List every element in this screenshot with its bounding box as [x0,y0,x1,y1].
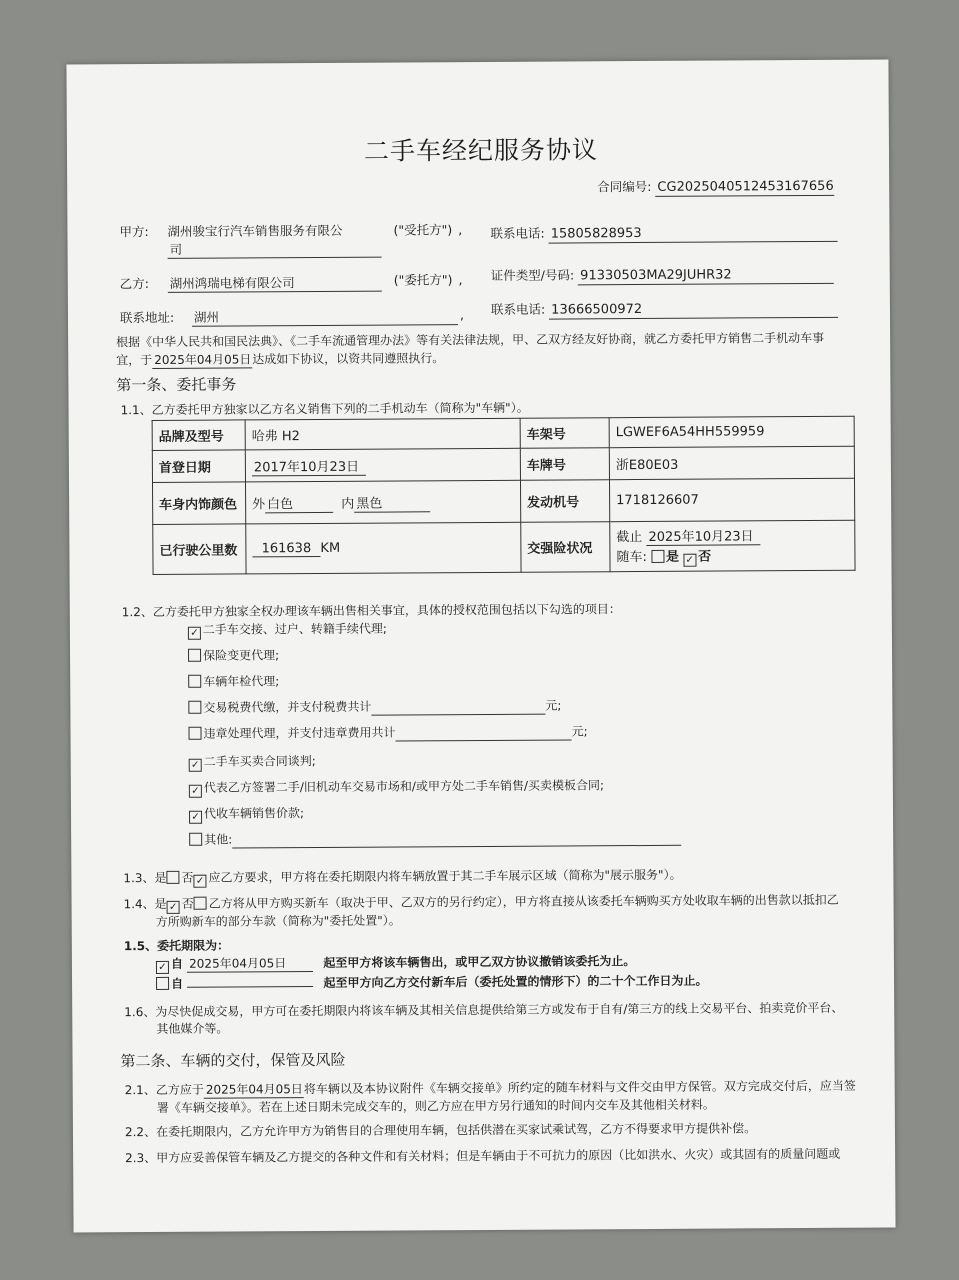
table-row [152,416,854,450]
plate-label: 车牌号 [520,448,609,481]
intro-line2: 宜，于 2025年04月05日达成如下协议，以资共同遵照执行。 [116,351,445,368]
option-label: 代收车辆销售价款; [203,806,305,821]
vin-value: LGWEF6A54HH559959 [609,416,854,447]
party-a-name-line2: 司 [168,241,382,259]
clause-1-1: 1.1、乙方委托甲方独家以乙方名义销售下列的二手机动车（简称为"车辆"）。 [120,400,529,418]
option-item [188,698,561,717]
contract-paper [66,60,895,1233]
option-item [188,647,279,664]
party-a-role: ("受托方") , [393,222,463,238]
option-item [189,805,304,824]
reg-date-label: 首登日期 [152,450,245,483]
vin-label: 车架号 [520,418,609,449]
plate-value: 浙E80E03 [609,446,854,479]
option-checkbox[interactable] [188,675,201,688]
clause-1-5-a: ✓ 自 2025年04月05日 起至甲方将该车辆售出，或甲乙双方协议撤销该委托为止。 [156,953,636,974]
c13-no-checkbox[interactable]: ✓ [194,875,207,888]
option-checkbox[interactable]: ✓ [189,785,202,798]
option-checkbox[interactable] [188,701,201,714]
option-blank [232,829,681,849]
document-title: 二手车经纪服务协议 [363,135,599,166]
address-value: 湖州 [192,308,458,327]
option-label: 违章处理代理，并支付违章费用共计 [203,725,396,741]
contract-number: 合同编号: CG20250405124531676​56 [597,178,834,197]
option-checkbox[interactable]: ✓ [189,759,202,772]
clause-1-3: 1.3、是 否 ✓ 应乙方要求，甲方将在委托期限内将车辆放置于其二手车展示区域（简称为"展示服务"）。 [123,867,682,887]
clause-2-3: 2.3、甲方应妥善保管车辆及乙方提交的各种文件和有关材料；但是车辆由于不可抗力的原因（比如洪水、火灾）或其固有的质量问题或 [125,1146,841,1166]
option-label: 车辆年检代理; [203,674,280,689]
article1-heading: 第一条、委托事务 [116,375,237,395]
party-b-label: 乙方: [119,276,150,292]
party-b-role: ("委托方") , [393,272,463,288]
option-checkbox[interactable]: ✓ [189,811,202,824]
party-a-label: 甲方: [119,224,149,240]
intro-line1: 根据《中华人民共和国民法典》、《二手车流通管理办法》等有关法律法规，甲、乙双方经友好协商，就乙方委托甲方销售二手机动车事 [116,330,825,350]
brand-value: 哈弗 H2 [245,418,520,450]
address-comma: , [459,307,465,323]
vehicle-table [152,416,856,575]
party-b-phone: 联系电话: 13666500972 [491,300,838,320]
option-checkbox[interactable] [189,833,202,846]
color-value: 外 白色 内 黑色 [245,480,520,524]
clause-2-1: 2.1、乙方应于 2025年04月05日将车辆以及本协议附件《车辆交接单》所约定的随车材料与文件交由甲方保管。双方完成交付后，应当签 [124,1078,856,1098]
option-label: 二手车交接、过户、转籍手续代理; [202,621,387,637]
c14-yes-checkbox[interactable]: ✓ [167,901,180,914]
clause-1-5-heading: 1.5、委托期限为： [123,938,230,954]
clause-1-6-line2: 其他媒介等。 [156,1021,229,1036]
party-a-phone: 联系电话: 15805828953 [490,224,837,244]
option-blank [371,698,545,716]
option-item [189,777,604,798]
engine-value: 1718126607 [609,478,854,521]
option-item [189,753,316,772]
option-checkbox[interactable]: ✓ [188,627,201,640]
with-car-yes-checkbox[interactable] [651,550,664,563]
c14-no-checkbox[interactable] [194,897,207,910]
insurance-label: 交强险状况 [521,522,610,573]
c13-yes-checkbox[interactable] [166,871,179,884]
insurance-value: 截止 2025年10月23日 随车: 是 ✓ 否 [610,520,855,571]
clause-1-5-b: 自 起至甲方向乙方交付新车后（委托处置的情形下）的二十个工作日为止。 [156,973,707,992]
with-car-no-checkbox[interactable]: ✓ [683,554,696,567]
option-label: 其他: [204,832,233,847]
brand-label: 品牌及型号 [152,420,245,451]
mileage-label: 已行驶公里数 [153,524,246,575]
option-item [188,723,587,742]
option-checkbox[interactable] [188,727,201,740]
option-label: 二手车买卖合同谈判; [203,754,316,769]
clause-2-2: 2.2、在委托期限内，乙方允许甲方为销售目的合理使用车辆，包括供潜在买家试乘试驾，乙方不得要求甲方提供补偿。 [124,1121,757,1140]
mileage-value: 161638 KM [246,522,521,574]
clause-2-1-line2: 署《车辆交接单》。若在上述日期未完成交车的，则乙方应在甲方另行通知的时间内交车及其他相关材料。 [156,1097,715,1115]
option-suffix: 元; [545,698,562,713]
clause-1-4-line2: 方所购新车的部分车款（简称为"委托处置"）。 [155,913,401,929]
engine-label: 发动机号 [520,480,609,523]
article2-heading: 第二条、车辆的交付，保管及风险 [120,1050,346,1071]
c15b-checkbox[interactable] [156,977,169,990]
color-label: 车身内饰颜色 [152,482,245,525]
option-label: 代表乙方签署二手/旧机动车交易市场和/或甲方处二手车销售/买卖模板合同; [203,778,605,795]
option-blank [395,723,571,741]
table-row [152,478,854,524]
clause-1-6-line1: 1.6、为尽快促成交易，甲方可在委托期限内将该车辆及其相关信息提供给第三方或发布于自有/第三方的线上交易平台、拍卖竞价平台、 [124,1000,844,1020]
address-label: 联系地址: [119,309,175,326]
clause-1-2: 1.2、乙方委托甲方独家全权办理该车辆出售相关事宜，具体的授权范围包括以下勾选的项目： [121,602,621,620]
option-item [189,829,681,849]
clause-1-4: 1.4、是 ✓ 否 乙方将从甲方购买新车（取决于甲、乙双方的另行约定），甲方将直接从该委托车辆购买方处收取车辆的出售款以抵扣乙 [123,892,839,913]
c15a-checkbox[interactable]: ✓ [156,961,169,974]
authorization-options [66,60,888,65]
option-item [188,621,387,640]
option-checkbox[interactable] [188,649,201,662]
option-label: 交易税费代缴，并支付税费共计 [203,699,372,715]
option-item [188,673,279,690]
option-label: 保险变更代理; [203,648,280,663]
reg-date-value: 2017年10月23日 [245,448,520,482]
contract-number-value: CG20250405124531676​56 [655,179,834,197]
table-row [153,520,855,574]
party-b-id: 证件类型/号码: 91330503MA29JUHR32 [491,266,835,286]
party-b-name: 湖州鸿瑞电梯有限公司 [168,275,382,293]
party-a-name-line1: 湖州骏宝行汽车销售服务有限公 [167,222,343,239]
option-suffix: 元; [571,724,588,739]
table-row [152,446,854,482]
